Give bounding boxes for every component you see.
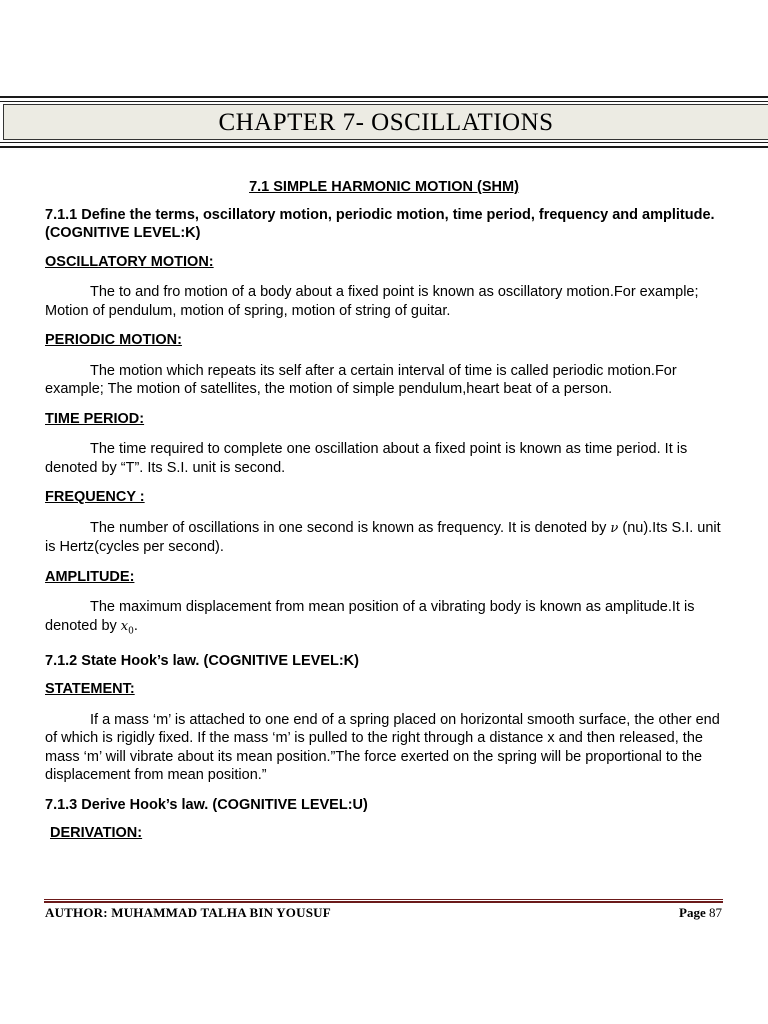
frequency-heading: FREQUENCY :	[45, 489, 145, 505]
objective-7-1-2: 7.1.2 State Hook’s law. (COGNITIVE LEVEL:K)	[45, 652, 359, 669]
amplitude-symbol	[120, 618, 134, 637]
amplitude-text-after: .	[133, 617, 138, 634]
chapter-title-box	[3, 104, 768, 140]
statement-heading: STATEMENT:	[45, 681, 135, 698]
time-period-heading: TIME PERIOD:	[45, 410, 145, 427]
periodic-motion-definition: The motion which repeats its self after a certain interval of time is called periodic motion.For example; The motion of satellites, the motion of simple pendulum,heart beat of a person.	[45, 362, 677, 397]
footer-page	[679, 905, 722, 921]
frequency-text-before: The number of oscillations in one second is known as frequency. It is denoted by	[90, 519, 607, 536]
amplitude-heading: AMPLITUDE:	[45, 568, 135, 585]
page-content	[45, 174, 723, 855]
statement-text: If a mass ‘m’ is attached to one end of a spring placed on horizontal smooth surface, the other end of which is rigidly fixed. If the mass ‘m’ is pulled to the right through a distance x and then released, the mass ‘m’ will vibrate about its mean position.”The force exerted on the spring will be proportional to the displacement from mean position.”	[45, 711, 720, 784]
frequency-symbol: ν	[610, 520, 619, 536]
objective-7-1-1: 7.1.1 Define the terms, oscillatory motion, periodic motion, time period, frequency and amplitude. (COGNITIVE LEVEL:K)	[45, 206, 715, 241]
footer-page-number: 87	[709, 905, 722, 920]
frequency-text-after: (nu).Its S.I. unit is Hertz(cycles per second).	[45, 519, 721, 555]
chapter-title: CHAPTER 7- OSCILLATIONS	[218, 108, 554, 136]
chapter-banner	[0, 96, 768, 148]
derivation-heading	[45, 824, 723, 843]
time-period-definition: The time required to complete one oscillation about a fixed point is known as time period. It is denoted by “T”. Its S.I. unit is second.	[45, 441, 688, 476]
oscillatory-motion-heading: OSCILLATORY MOTION:	[45, 253, 214, 270]
chapter-banner-frame	[0, 101, 768, 143]
objective-7-1-3: 7.1.3 Derive Hook’s law. (COGNITIVE LEVEL:U)	[45, 796, 368, 813]
frequency-definition	[45, 519, 723, 557]
page-footer	[45, 905, 722, 921]
oscillatory-motion-definition: The to and fro motion of a body about a fixed point is known as oscillatory motion.For example; Motion of pendulum, motion of spring, motion of string of guitar.	[45, 284, 699, 319]
periodic-motion-heading: PERIODIC MOTION:	[45, 332, 182, 348]
footer-page-label: Page	[679, 905, 706, 920]
amplitude-text-before: The maximum displacement from mean position of a vibrating body is known as amplitude.It is denoted by	[45, 599, 695, 634]
amplitude-symbol-subscript: 0	[128, 626, 134, 637]
footer-author: AUTHOR: MUHAMMAD TALHA BIN YOUSUF	[45, 905, 331, 920]
amplitude-definition	[45, 598, 723, 641]
amplitude-symbol-letter: x	[120, 618, 129, 634]
derivation-heading-label: DERIVATION:	[50, 825, 143, 842]
footer-rule	[44, 899, 723, 903]
section-title: 7.1 SIMPLE HARMONIC MOTION (SHM)	[249, 179, 519, 195]
